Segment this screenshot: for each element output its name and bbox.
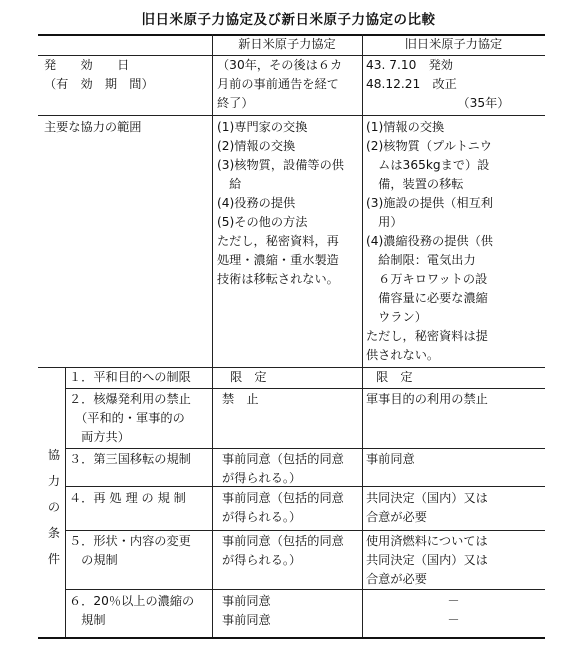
condition-new: 限 定 — [230, 370, 267, 384]
condition-item: ２．核爆発利用の禁止 （平和的・軍事的の 両方共） — [69, 392, 191, 444]
condition-old: 軍事目的の利用の禁止 — [366, 392, 488, 406]
condition-old: － － — [447, 594, 460, 627]
scope-old: (1)情報の交換 (2)核物質（プルトニウ ムは365kgまで）設 備，装置の移転 (3)施設の提供（相互利 用） (4)濃縮役務の提供（供 給制限：電気出力 ６万キロワットの設 備容量に必要な濃縮 ウラン） ただし，秘密資料は提 供されない。 — [366, 120, 493, 362]
table-rule — [65, 367, 66, 637]
scope-new: (1)専門家の交換 (2)情報の交換 (3)核物質，設備等の供 給 (4)役務の提供 (5)その他の方法 ただし，秘密資料，再 処理・濃縮・重水製造 技術は移転されない。 — [217, 120, 344, 286]
condition-old: 使用済燃料については 共同決定（国内）又は 合意が必要 — [366, 534, 488, 586]
period-old: 43. 7.10 発効 48.12.21 改正 （35年） — [366, 58, 510, 110]
header-old-agreement: 旧日米原子力協定 — [404, 37, 503, 51]
condition-new: 禁 止 — [222, 392, 259, 406]
table-rule — [212, 34, 213, 637]
table-rule — [65, 388, 545, 389]
table-rule — [65, 589, 545, 590]
table-rule — [38, 637, 545, 639]
condition-item: １．平和目的への制限 — [69, 370, 191, 384]
condition-item: ４．再 処 理 の 規 制 — [69, 491, 186, 505]
period-label: 発 効 日 （有 効 期 間） — [44, 58, 154, 91]
condition-new: 事前同意（包括的同意 が得られる。） — [222, 534, 344, 567]
condition-item: ６．20％以上の濃縮の 規制 — [69, 594, 195, 627]
header-new-agreement: 新日米原子力協定 — [238, 37, 336, 51]
page-title: 旧日米原子力協定及び新日米原子力協定の比較 — [141, 12, 436, 28]
period-new: （30年，その後は６カ 月前の事前通告を経て 終了） — [217, 58, 343, 110]
conditions-label: 協 力 の 条 件 — [47, 448, 61, 566]
condition-new: 事前同意 事前同意 — [222, 594, 271, 627]
condition-item: ５．形状・内容の変更 の規制 — [69, 534, 191, 567]
condition-new: 事前同意（包括的同意 が得られる。） — [222, 491, 344, 524]
table-rule — [65, 448, 545, 449]
condition-old: 事前同意 — [366, 452, 415, 466]
condition-old: 共同決定（国内）又は 合意が必要 — [366, 491, 488, 524]
table-rule — [65, 530, 545, 531]
condition-new: 事前同意（包括的同意 が得られる。） — [222, 452, 344, 485]
scope-label: 主要な協力の範囲 — [44, 120, 142, 134]
table-rule — [38, 115, 545, 116]
table-rule — [362, 34, 363, 637]
condition-old: 限 定 — [376, 370, 413, 384]
condition-item: ３．第三国移転の規制 — [69, 452, 191, 466]
